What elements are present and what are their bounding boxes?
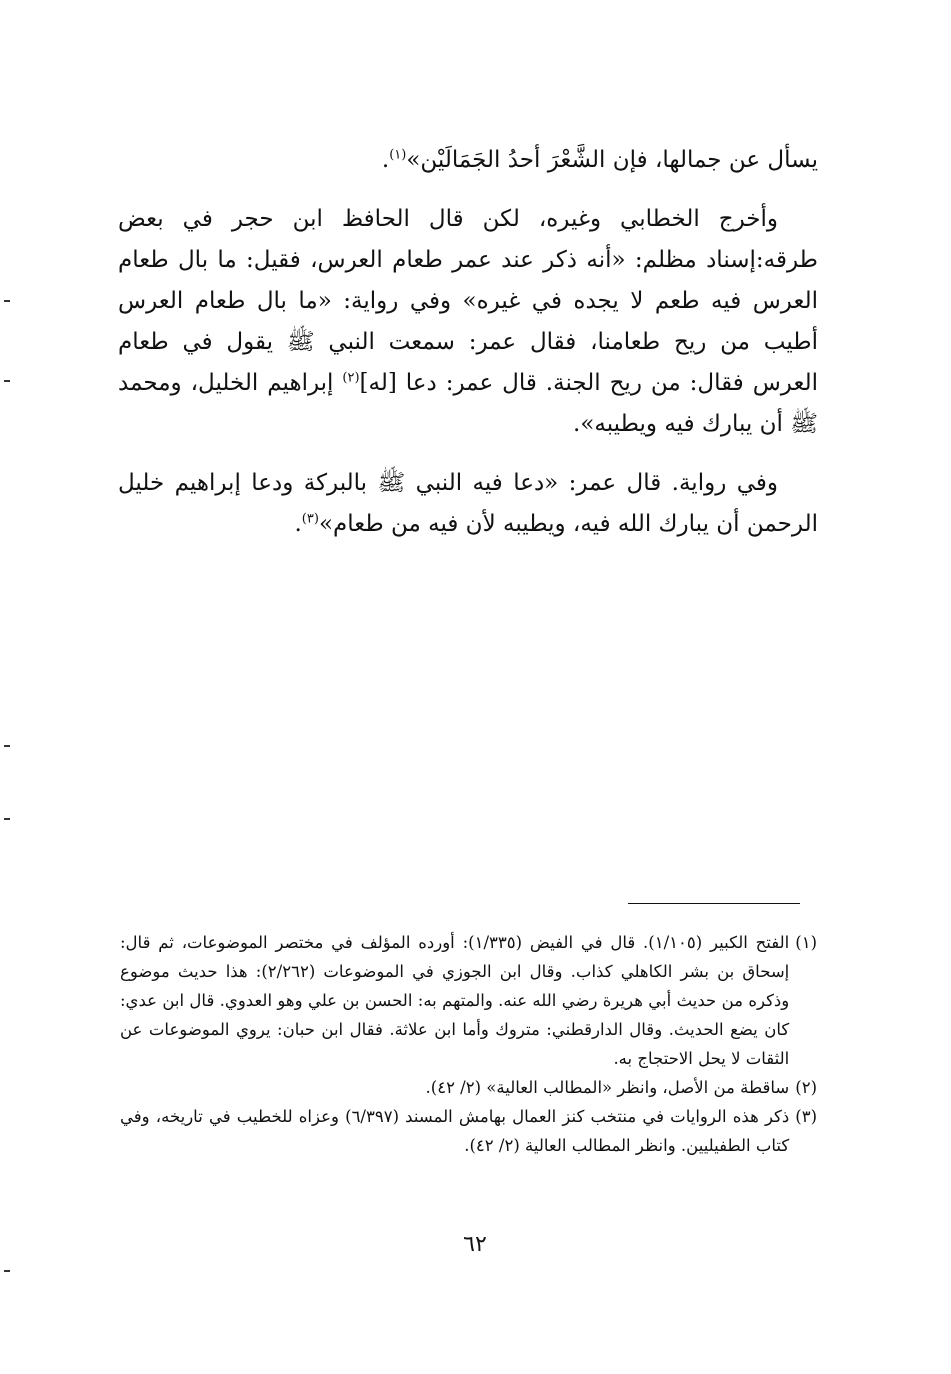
paragraph-2	[118, 199, 818, 445]
scan-edge-mark	[4, 1270, 10, 1272]
paragraph-1	[118, 140, 818, 181]
footnote-ref-1[interactable]: (١)	[389, 147, 407, 163]
footnote-separator	[628, 903, 800, 904]
paragraph-text: وأخرج الخطابي وغيره، لكن قال الحافظ ابن حجر في بعض طرقه:إسناد مظلم: «أنه ذكر عند عمر طعام العرس، فقيل: ما بال طعام العرس فيه طعم لا يجده في غيره» وفي رواية: «ما بال طعام العرس أطيب من ريح طعامنا، فقال عمر: سمعت النبي ﷺ يقول في طعام العرس فقال: من ريح الجنة. قال عمر: دعا [له]	[118, 206, 818, 396]
scan-edge-mark	[4, 818, 10, 820]
footnote-text: الفتح الكبير (١/١٠٥). قال في الفيض (١/٣٣٥): أورده المؤلف في مختصر الموضوعات، ثم قال: إسحاق بن بشر الكاهلي كذاب. وقال ابن الجوزي في الموضوعات (٢/٢٦٢): هذا حديث موضوع وذكره من حديث أبي هريرة رضي الله عنه. والمتهم به: الحسن بن علي وهو العدوي. قال ابن عدي: كان يضع الحديث. وقال الدارقطني: متروك وأما ابن علاثة. فقال ابن حبان: يروي الموضوعات عن الثقات لا يحل الاحتجاج به.	[120, 933, 790, 1068]
footnote-ref-2[interactable]: (٢)	[342, 370, 360, 386]
footnote-number: (٣)	[795, 1107, 817, 1126]
footnote-3	[120, 1102, 817, 1160]
scan-edge-mark	[4, 745, 10, 747]
paragraph-text: وفي رواية. قال عمر: «دعا فيه النبي ﷺ بالبركة ودعا إبراهيم خليل الرحمن أن يبارك الله فيه، ويطيبه لأن فيه من طعام»	[118, 470, 818, 537]
paragraph-tail: إبراهيم الخليل، ومحمد ﷺ أن يبارك فيه ويطيبه».	[118, 370, 818, 437]
footnote-number: (٢)	[795, 1078, 817, 1097]
footnote-text: ساقطة من الأصل، وانظر «المطالب العالية» (٢/ ٤٢).	[425, 1078, 790, 1097]
page-number: ٦٢	[463, 1232, 487, 1257]
footnote-number: (١)	[795, 933, 817, 952]
footnote-text: ذكر هذه الروايات في منتخب كنز العمال بهامش المسند (٦/٣٩٧) وعزاه للخطيب في تاريخه، وفي كتاب الطفيليين. وانظر المطالب العالية (٢/ ٤٢).	[120, 1107, 790, 1155]
scan-edge-mark	[4, 300, 10, 302]
paragraph-3	[118, 463, 818, 545]
paragraph-text: يسأل عن جمالها، فإن الشَّعْرَ أحدُ الجَمَالَيْن»	[406, 147, 818, 173]
paragraph-tail: .	[381, 147, 390, 173]
footnote-1	[120, 928, 817, 1073]
footnote-2	[120, 1073, 817, 1102]
main-text	[118, 140, 818, 563]
scan-edge-mark	[4, 380, 10, 382]
paragraph-tail: .	[294, 511, 302, 537]
footnotes	[120, 928, 817, 1160]
footnote-ref-3[interactable]: (٣)	[301, 511, 319, 527]
